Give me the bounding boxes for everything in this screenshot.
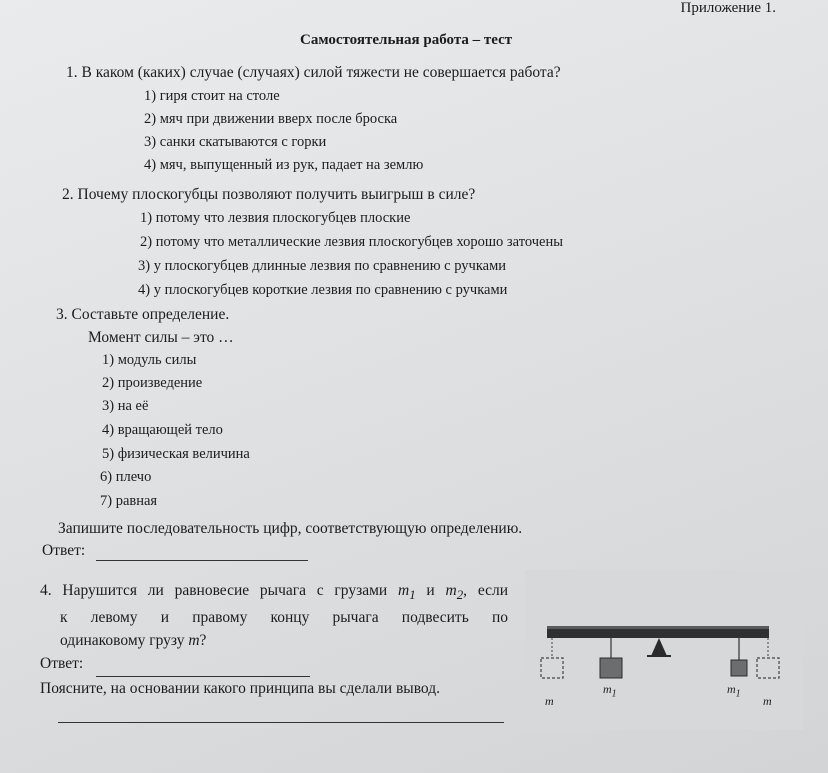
right-dashed-mass xyxy=(757,658,779,678)
q3-option-4: 4) вращающей тело xyxy=(102,422,223,438)
q3-instruction: Запишите последовательность цифр, соответствующую определению. xyxy=(58,520,523,537)
q3-option-1: 1) модуль силы xyxy=(102,352,197,368)
q4-question-line3 xyxy=(60,632,206,650)
q3-answer-label: Ответ: xyxy=(42,542,86,559)
label-m-right: m xyxy=(763,694,772,708)
q4-text-a: 4. Нарушится ли равновесие рычага с грузами xyxy=(40,582,398,599)
q4-question-line1 xyxy=(40,582,508,603)
lever-fulcrum xyxy=(651,638,667,656)
q4-m2-subscript: 2 xyxy=(456,587,464,603)
q3-option-6: 6) плечо xyxy=(100,469,152,485)
left-dashed-mass xyxy=(541,658,563,678)
q2-option-4: 4) у плоскогубцев короткие лезвия по сравнению с ручками xyxy=(138,282,508,298)
q1-option-1: 1) гиря стоит на столе xyxy=(144,88,280,104)
q4-m-symbol: m xyxy=(188,632,200,649)
q4-question-mark: ? xyxy=(199,632,207,649)
q3-option-7: 7) равная xyxy=(100,493,158,509)
lever-bar-highlight xyxy=(547,626,769,629)
lever-diagram xyxy=(525,570,803,730)
q4-text-c: , если xyxy=(463,582,509,599)
label-m1-right-subscript: 1 xyxy=(735,688,741,700)
label-m1-left-subscript: 1 xyxy=(611,688,617,700)
right-m1-mass xyxy=(731,660,747,676)
label-m1-left-symbol: m xyxy=(603,682,612,696)
q3-option-3: 3) на её xyxy=(102,398,149,414)
q2-option-3: 3) у плоскогубцев длинные лезвия по сравнению с ручками xyxy=(138,258,507,274)
q1-option-3: 3) санки скатываются с горки xyxy=(144,134,327,150)
q4-answer-label: Ответ: xyxy=(40,655,84,672)
left-m1-mass xyxy=(600,658,622,678)
label-m1-right xyxy=(727,682,741,699)
q1-question: 1. В каком (каких) случае (случаях) силой тяжести не совершается работа? xyxy=(66,64,561,81)
label-m-left: m xyxy=(545,694,554,708)
q4-text-b: и xyxy=(415,582,446,599)
q2-option-2: 2) потому что металлические лезвия плоскогубцев хорошо заточены xyxy=(140,234,563,250)
label-m1-right-symbol: m xyxy=(727,682,736,696)
q2-option-1: 1) потому что лезвия плоскогубцев плоские xyxy=(140,210,411,226)
q4-m2-symbol: m xyxy=(445,582,457,599)
q2-question: 2. Почему плоскогубцы позволяют получить выигрыш в силе? xyxy=(62,186,476,203)
q4-question-line2: к левому и правому концу рычага подвесить по xyxy=(60,609,508,626)
appendix-label: Приложение 1. xyxy=(680,0,776,16)
q4-explain-line[interactable] xyxy=(58,722,504,723)
label-m1-left xyxy=(603,682,617,699)
q3-option-2: 2) произведение xyxy=(102,375,203,391)
q4-m1-symbol: m xyxy=(397,582,410,599)
q3-answer-line[interactable] xyxy=(96,560,308,561)
q3-option-5: 5) физическая величина xyxy=(102,446,250,462)
page-title: Самостоятельная работа – тест xyxy=(300,32,513,48)
q4-explain-prompt: Поясните, на основании какого принципа вы сделали вывод. xyxy=(40,680,440,697)
q4-text-line3: одинаковому грузу xyxy=(60,632,189,649)
q3-question: 3. Составьте определение. xyxy=(56,306,230,323)
q1-option-4: 4) мяч, выпущенный из рук, падает на землю xyxy=(144,157,424,173)
q3-stem: Момент силы – это … xyxy=(88,329,234,346)
lever-figure xyxy=(525,570,803,730)
q1-option-2: 2) мяч при движении вверх после броска xyxy=(144,111,398,127)
q4-answer-line[interactable] xyxy=(96,676,310,677)
q4-m1-subscript: 1 xyxy=(409,587,416,603)
